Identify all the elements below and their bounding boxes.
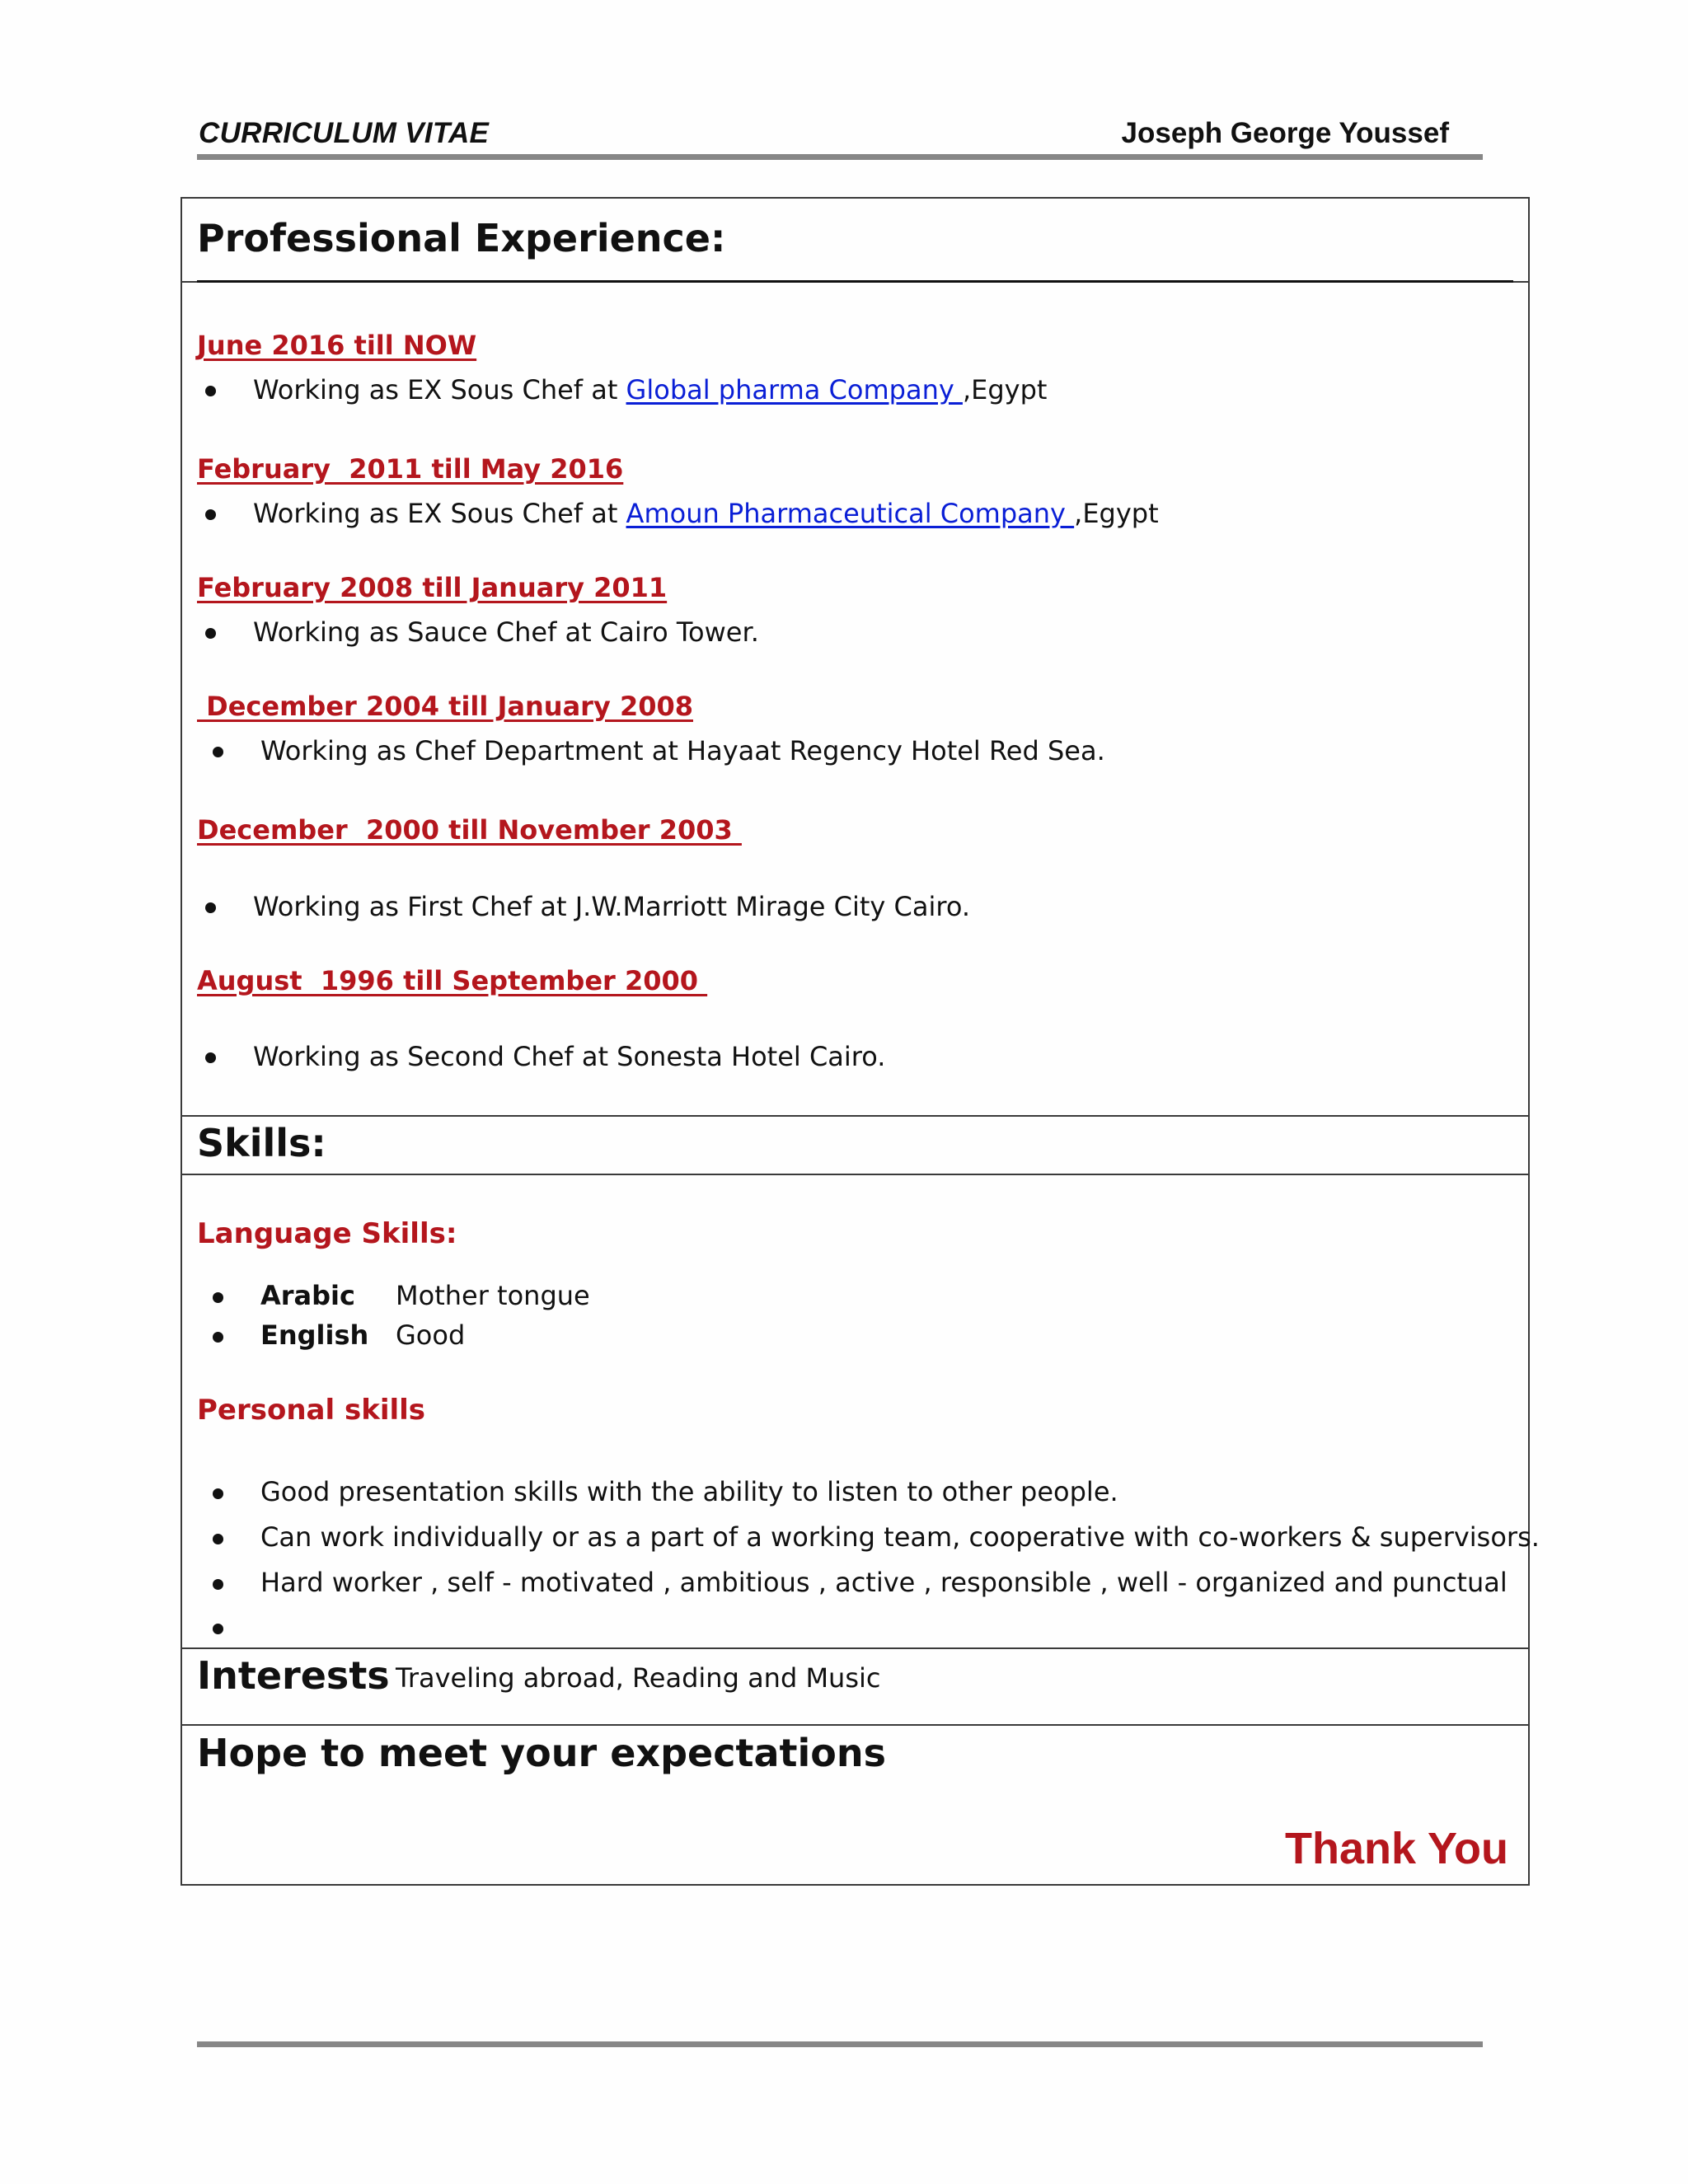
experience-date: December 2000 till November 2003: [197, 814, 742, 846]
experience-date: June 2016 till NOW: [197, 330, 477, 361]
bullet-icon: [213, 1534, 223, 1544]
bullet-icon: [213, 1624, 223, 1634]
personal-skill: Good presentation skills with the ability to listen to other people.: [260, 1476, 1118, 1507]
experience-title-underline: [197, 280, 1513, 283]
bullet-icon: [213, 1332, 223, 1343]
bullet-icon: [205, 628, 216, 639]
experience-date: February 2011 till May 2016: [197, 453, 624, 485]
header-rule: [197, 154, 1483, 160]
experience-date: August 1996 till September 2000: [197, 965, 708, 996]
skills-header-box: [181, 1115, 1530, 1175]
bullet-icon: [213, 1292, 223, 1303]
experience-role: Working as EX Sous Chef at: [253, 498, 626, 529]
personal-skill: Hard worker , self - motivated , ambitious , active , responsible , well - organized and punctual: [260, 1567, 1507, 1598]
language-skills-title: Language Skills:: [197, 1217, 457, 1250]
experience-item: Working as Chef Department at Hayaat Regency Hotel Red Sea.: [260, 735, 1105, 766]
experience-location: ,Egypt: [962, 374, 1048, 405]
bullet-icon: [205, 509, 216, 520]
thank-you: Thank You: [1284, 1824, 1508, 1873]
experience-date: February 2008 till January 2011: [197, 572, 668, 603]
company-link[interactable]: Amoun Pharmaceutical Company: [626, 498, 1075, 529]
experience-item: Working as Second Chef at Sonesta Hotel Cairo.: [253, 1041, 886, 1072]
experience-item: Working as Sauce Chef at Cairo Tower.: [253, 616, 759, 648]
bullet-icon: [205, 1052, 216, 1063]
bullet-icon: [213, 1579, 223, 1590]
interests-title: Interests: [197, 1653, 390, 1698]
bullet-icon: [205, 386, 216, 396]
bullet-icon: [213, 1488, 223, 1499]
company-link[interactable]: Global pharma Company: [626, 374, 963, 405]
experience-item: [253, 498, 1159, 529]
skills-title: Skills:: [197, 1121, 326, 1165]
personal-skills-title: Personal skills: [197, 1394, 426, 1427]
interests-text: Traveling abroad, Reading and Music: [396, 1662, 881, 1694]
language-level: Mother tongue: [396, 1280, 590, 1311]
candidate-name: Joseph George Youssef: [1121, 117, 1449, 149]
language-name: Arabic: [260, 1280, 355, 1311]
bullet-icon: [213, 747, 223, 757]
experience-title: Professional Experience:: [197, 216, 726, 260]
cv-label: CURRICULUM VITAE: [199, 117, 490, 149]
bullet-icon: [205, 902, 216, 913]
language-item: [260, 1280, 355, 1311]
closing-message: Hope to meet your expectations: [197, 1731, 886, 1775]
experience-item: [253, 374, 1047, 405]
language-name: English: [260, 1319, 369, 1351]
experience-location: ,Egypt: [1074, 498, 1159, 529]
experience-date: December 2004 till January 2008: [197, 691, 693, 722]
experience-role: Working as EX Sous Chef at: [253, 374, 626, 405]
language-item: [260, 1319, 368, 1351]
personal-skill: Can work individually or as a part of a working team, cooperative with co-workers & supervisors.: [260, 1521, 1540, 1553]
footer-rule: [197, 2041, 1483, 2047]
language-level: Good: [396, 1319, 466, 1351]
experience-item: Working as First Chef at J.W.Marriott Mirage City Cairo.: [253, 891, 970, 922]
